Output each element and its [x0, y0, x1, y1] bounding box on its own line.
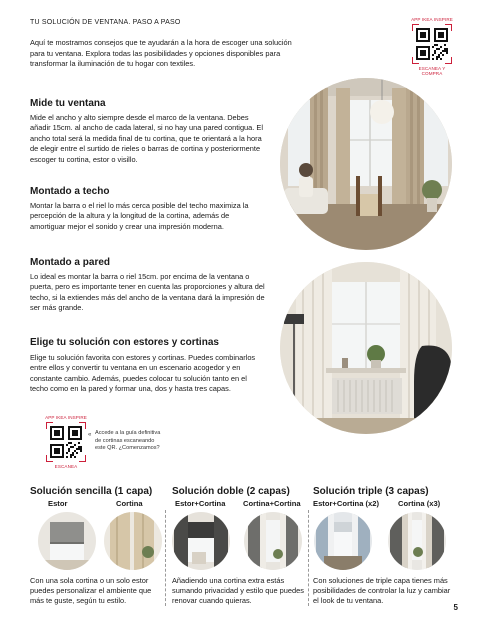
- divider: [308, 510, 309, 606]
- section-title-mide: Mide tu ventana: [30, 98, 106, 109]
- section-title-techo: Montado a techo: [30, 186, 110, 197]
- section-body-pared: Lo ideal es montar la barra o riel 15cm. por encima de la ventana o puerta, pero es importante tener en cuenta las proporciones y altura del techo, si la extiendes más del ancho de la ventana dará la impresión de ser más grande.: [30, 272, 265, 313]
- thumb-estor-cortina: [172, 512, 230, 570]
- qr-code-top[interactable]: [408, 17, 456, 76]
- qr-code-icon: [412, 24, 452, 64]
- solution-label-cortina: Cortina: [116, 499, 143, 508]
- thumb-estor-cortina-x2: [314, 512, 372, 570]
- qr-top-bottom-tag: ESCANEA Y COMPRA: [418, 66, 446, 76]
- solution-label-estor-cortina: Estor+Cortina: [175, 499, 226, 508]
- solution-text-double: Añadiendo una cortina extra estás sumando privacidad y estilo que puedes renovar cuando quieras.: [172, 576, 304, 605]
- section-title-elige: Elige tu solución con estores y cortinas: [30, 337, 219, 348]
- intro-paragraph: Aquí te mostramos consejos que te ayudarán a la hora de escoger una solución para tu ventana. Explora todas las posibilidades y opciones disponibles para transformar la iluminación de tu hogar con textiles.: [30, 38, 292, 68]
- section-body-techo: Montar la barra o el riel lo más cerca posible del techo maximiza la percepción de la altura y la longitud de la cortina, además de amortiguar mejor el sonido y crear una impresión moderna.: [30, 201, 249, 231]
- page-kicker: TU SOLUCIÓN DE VENTANA. PASO A PASO: [30, 19, 181, 26]
- thumb-cortina: [104, 512, 162, 570]
- section-body-mide: Mide el ancho y alto siempre desde el marco de la ventana. Debes añadir 15cm. al ancho de cada lateral, si no hay una pared contigua. El ancho total será la medida final de tu cortina, que te orientará a la hora de elegir entre el surtido de rieles o barras de cortina y posteriormente escoger tu cortina, estor o visillo.: [30, 113, 263, 164]
- qr-guide-note: Accede a la guía definitiva de cortinas escaneando este QR. ¿Comenzamos?: [95, 430, 161, 451]
- page-number: 5: [453, 603, 458, 612]
- qr-bottom-tag: APP IKEA INSPIRE: [45, 415, 87, 420]
- solution-label-cortina-cortina: Cortina+Cortina: [243, 499, 301, 508]
- thumb-cortina-cortina: [244, 512, 302, 570]
- section-body-elige: Elige tu solución favorita con estores y cortinas. Puedes combinarlos entre ellos y convertir tu ventana en un escenario acogedor y en constante cambio. Además, puedes colocar tu solución tanto en el techo como en la pared y formar una, dos y hasta tres capas.: [30, 353, 256, 394]
- solution-label-estor: Estor: [48, 499, 68, 508]
- solution-label-cortina-x3: Cortina (x3): [398, 499, 441, 508]
- solution-label-estor-cortina-x2: Estor+Cortina (x2): [313, 499, 380, 508]
- photo-living-room-curtains: [280, 78, 452, 250]
- qr-top-tag: APP IKEA INSPIRE: [411, 17, 453, 22]
- solution-title-triple: Solución triple (3 capas): [313, 486, 429, 497]
- solution-text-triple: Con soluciones de triple capa tienes más posibilidades de controlar la luz y cambiar el look de tu ventana.: [313, 576, 451, 605]
- thumb-estor: [38, 512, 96, 570]
- qr-bottom-bottom-tag: ESCANEA: [54, 464, 78, 469]
- solution-title-double: Solución doble (2 capas): [172, 486, 290, 497]
- qr-code-icon: [46, 422, 86, 462]
- thumb-cortina-x3: [388, 512, 446, 570]
- qr-code-bottom[interactable]: [40, 415, 92, 469]
- solution-text-simple: Con una sola cortina o un solo estor puedes personalizar el ambiente que más te guste, según tu estilo.: [30, 576, 152, 605]
- divider: [165, 510, 166, 606]
- arrow-left-icon: «: [88, 432, 92, 438]
- photo-window-radiator-armchair: [280, 262, 452, 434]
- section-title-pared: Montado a pared: [30, 257, 111, 268]
- solution-title-simple: Solución sencilla (1 capa): [30, 486, 153, 497]
